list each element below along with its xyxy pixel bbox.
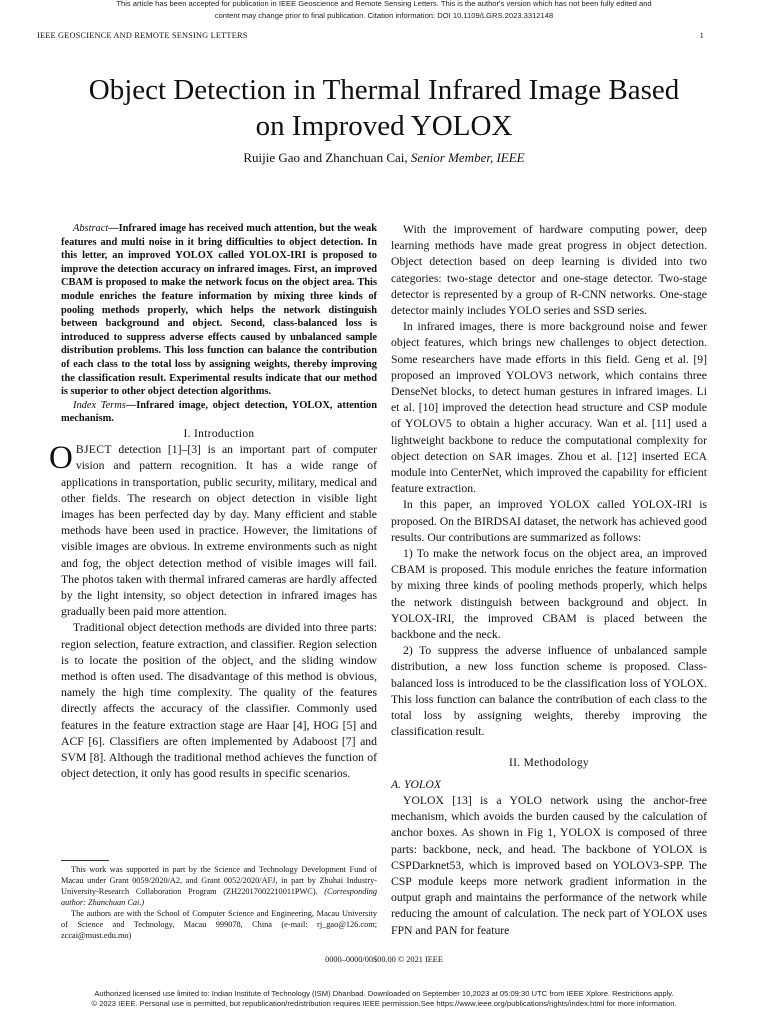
contribution-1: 1) To make the network focus on the object area, an improved CBAM is proposed. This module enriches the feature information by mixing three kinds of pooling methods properly, which helps the network distinguish between background and object. In YOLOX-IRI, the improved CBAM is placed between the backbone and the neck. xyxy=(391,547,707,642)
drop-cap: O xyxy=(49,440,73,477)
publication-notice-line1: This article has been accepted for publication in IEEE Geoscience and Remote Sensing Letters. This is the author's version which has not been fully edited and xyxy=(116,0,652,8)
subsection-heading-yolox: A. YOLOX xyxy=(391,777,442,791)
author-line xyxy=(0,150,768,166)
running-head xyxy=(37,31,704,40)
publication-notice-line2: content may change prior to final publication. Citation information: DOI 10.1109/LGRS.2023.3312148 xyxy=(214,11,554,20)
left-column xyxy=(49,222,377,782)
section-heading-methodology: II. Methodology xyxy=(509,756,589,769)
abstract xyxy=(61,222,377,399)
author-names: Ruijie Gao and Zhanchuan Cai, xyxy=(243,150,411,165)
license-line1: Authorized licensed use limited to: Indian Institute of Technology (ISM) Dhanbad. Downloaded on September 10,2023 at 05:09:30 UTC from IEEE Xplore. Restrictions apply. xyxy=(94,989,674,998)
abstract-label: Abstract xyxy=(73,223,109,234)
right-column xyxy=(391,222,707,939)
footnote-rule xyxy=(61,860,109,861)
intro-paragraph-2: Traditional object detection methods are divided into three parts: region selection, feature extraction, and classifier. Region selection is to locate the position of the object, and the sliding window method is often used. The disadvantage of this method is obvious, namely the high time complexity. The quality of the features directly affects the accuracy of the classifier. Commonly used features in the feature extraction stage are Haar [4], HOG [5] and ACF [6]. Classifiers are often implemented by Adaboost [7] and SVM [8]. Although the traditional method achieves the function of object detection, it only has good results in specific scenarios. xyxy=(61,621,377,781)
right-paragraph-1: With the improvement of hardware computing power, deep learning methods have made great progress in object detection. Object detection based on deep learning is divided into two categories: two-stage detector and one-stage detector. Two-stage detector is represented by a group of R-CNN networks. One-stage detector mainly includes YOLO series and SSD series. xyxy=(391,223,707,318)
affiliation-note: The authors are with the School of Computer Science and Engineering, Macau University of Science and Technology, Macau 999078, China (e-mail: rj_gao@126.com; zccai@must.edu.mo) xyxy=(61,909,377,940)
funding-note: This work was supported in part by the Science and Technology Development Fund of Macau under Grant 0059/2020/A2, and Grant 0052/2020/AFJ, in part by Zhuhai Industry-University-Research Collaboration Program (ZH22017002210011PWC). (Corresponding author: Zhanchuan Cai.) xyxy=(61,865,377,907)
index-terms-text: —Infrared image, object detection, YOLOX, attention mechanism. xyxy=(61,399,377,425)
footnote xyxy=(61,864,377,941)
index-terms xyxy=(61,399,377,426)
index-terms-label: Index Terms xyxy=(73,399,126,411)
journal-name: IEEE GEOSCIENCE AND REMOTE SENSING LETTERS xyxy=(37,31,248,40)
copyright-line: 0000–0000/00$00.00 © 2021 IEEE xyxy=(325,955,443,964)
title-line1: Object Detection in Thermal Infrared Image Based xyxy=(88,74,680,106)
right-paragraph-3: In this paper, an improved YOLOX called YOLOX-IRI is proposed. On the BIRDSAI dataset, the network has achieved good results. Our contributions are summarized as follows: xyxy=(391,498,707,544)
license-notice xyxy=(0,989,768,1008)
page-number: 1 xyxy=(699,31,704,40)
author-role: Senior Member, IEEE xyxy=(410,150,525,165)
intro-paragraph-1 xyxy=(49,440,377,620)
intro-p1-text: detection [1]–[3] is an important part of computer vision and pattern recognition. It has a wide range of applications in transportation, public security, military, medical and other fields. The research on object detection in visible light images has been perfected day by day. Many efficient and stable methods have been used in practice. However, the limitations of visible images are obvious. In extreme environments such as night and fog, the object detection method of visible images will fail. The photos taken with thermal infrared cameras are hardly affected by the light intensity, so object detection in infrared images has gradually been paid more attention. xyxy=(61,443,377,619)
right-paragraph-2: In infrared images, there is more background noise and fewer object features, which brings new challenges to object detection. Some researchers have made efforts in this field. Geng et al. [9] proposed an improved YOLOV3 network, which contains three DenseNet blocks, to detect human gestures in infrared images. Li et al. [10] improved the detection head structure and CSP module of YOLOV5 to obtain a higher accuracy. Wan et al. [11] used a lightweight backbone to reduce the computational complexity for object detection on SAR images. Zhou et al. [12] inserted ECA module into CenterNet, which improved the capability for efficient feature extraction. xyxy=(391,320,707,496)
corresponding-author: (Corresponding author: Zhanchuan Cai.) xyxy=(61,887,377,907)
intro-lead-word: BJECT xyxy=(75,443,112,457)
yolox-paragraph: YOLOX [13] is a YOLO network using the anchor-free mechanism, which avoids the burden caused by the calculation of anchor boxes. As shown in Fig 1, YOLOX is composed of three parts: backbone, neck, and head. The backbone of YOLOX is CSPDarknet53, which is improved based on YOLOV3-SPP. The CSP module keeps more network gradient information in the output graph and maintains the performance of the network while reducing the amount of calculation. The neck part of YOLOX uses FPN and PAN for feature xyxy=(391,793,707,937)
section-heading-introduction: I. Introduction xyxy=(183,427,255,440)
contribution-2: 2) To suppress the adverse influence of unbalanced sample distribution, a new loss function scheme is proposed. Class-balanced loss is introduced to be the classification loss of YOLOX. This loss function can balance the contribution of each class to the total loss by assigning weights, thereby improving the classification result. xyxy=(391,644,707,739)
abstract-text: —Infrared image has received much attention, but the weak features and multi noise in it bring difficulties to object detection. In this letter, an improved YOLOX called YOLOX-IRI is proposed to improve the detection accuracy on infrared images. First, an improved CBAM is proposed to make the network focus on the object area. This module enriches the feature information by mixing three kinds of pooling methods properly, which helps the network distinguish between background and object. Second, class-balanced loss is introduced to suppress adverse effects caused by unbalanced sample distribution problems. This loss function can balance the contribution of each class to the total loss by assigning weights, thereby improving the classification result. Experimental results indicate that our method is superior to other object detection algorithms. xyxy=(61,223,377,398)
paper-title xyxy=(0,72,768,144)
title-line2: on Improved YOLOX xyxy=(255,110,513,142)
license-line2: © 2023 IEEE. Personal use is permitted, but republication/redistribution requires IEEE permission.See https://www.ieee.org/publications/rights/index.html for more information. xyxy=(91,998,677,1008)
publication-notice xyxy=(0,0,768,22)
